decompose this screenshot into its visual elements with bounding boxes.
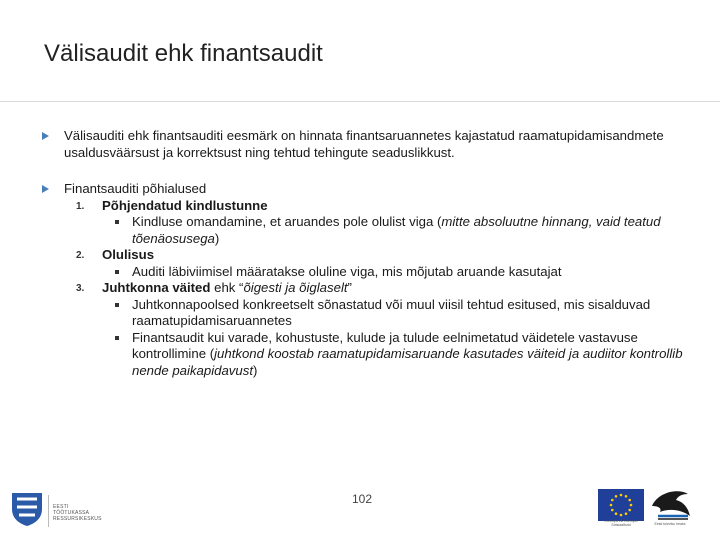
coat-of-arms-icon [10,491,44,527]
slide-title: Välisaudit ehk finantsaudit [44,40,323,67]
triangle-bullet-icon [42,185,49,193]
item-label: Juhtkonna väited [102,280,211,295]
item-label: Põhjendatud kindlustunne [102,197,268,213]
sub-bullet: Kindluse omandamine, et aruandes pole olulist viga (mitte absoluutne hinnang, vaid teatud tõenäosusega) [40,214,690,247]
bullet-principles-text: Finantsauditi põhialused [64,181,207,196]
organization-logo: EESTI TÖÖTUKASSA RESSURSIKESKUS [10,491,100,531]
square-bullet-icon [115,336,119,340]
sub-bullet: Juhtkonnapoolsed konkreetselt sõnastatud või muul viisil tehtud esitused, mis sisalduvad raamatupidamisaruannetes [40,297,690,330]
principle-item-1 [40,198,690,215]
square-bullet-icon [115,220,119,224]
square-bullet-icon [115,270,119,274]
eu-caption: Euroopa Liit Euroopa Sotsiaalfond [604,519,638,527]
item-label: Olulisus [102,247,155,262]
swallow-logo-icon [648,486,692,522]
est-caption: Eesti tuleviku heaks [654,522,686,526]
sub-bullet: Auditi läbiviimisel määratakse oluline viga, mis mõjutab aruande kasutajat [40,264,690,281]
item-number: 3. [76,283,85,294]
item-number: 1. [76,200,85,212]
bullet-principles [40,181,690,198]
sub-bullet: Finantsaudit kui varade, kohustuste, kulude ja tulude eelnimetatud väidetele vastavuse kontrollimine (juhtkond koostab raamatupidamisaruande kasutades väiteid ja audiitor kontrollib nende paikapidavust) [40,330,690,380]
title-divider [0,101,720,102]
triangle-bullet-icon [42,132,49,140]
item-number: 2. [76,250,85,261]
principle-item-2 [40,247,690,264]
slide-body [40,128,690,379]
square-bullet-icon [115,303,119,307]
bullet-purpose [40,128,690,161]
principle-item-3: 3. Juhtkonna väited ehk “õigesti ja õiglaselt” [40,280,690,297]
page-number: 102 [351,492,373,506]
bullet-purpose-text: Välisauditi ehk finantsauditi eesmärk on hinnata finantsaruannetes kajastatud raamatupidamisandmete usaldusväärsust ja korrektsust ning tehtud tehingute seaduslikkust. [64,128,664,160]
